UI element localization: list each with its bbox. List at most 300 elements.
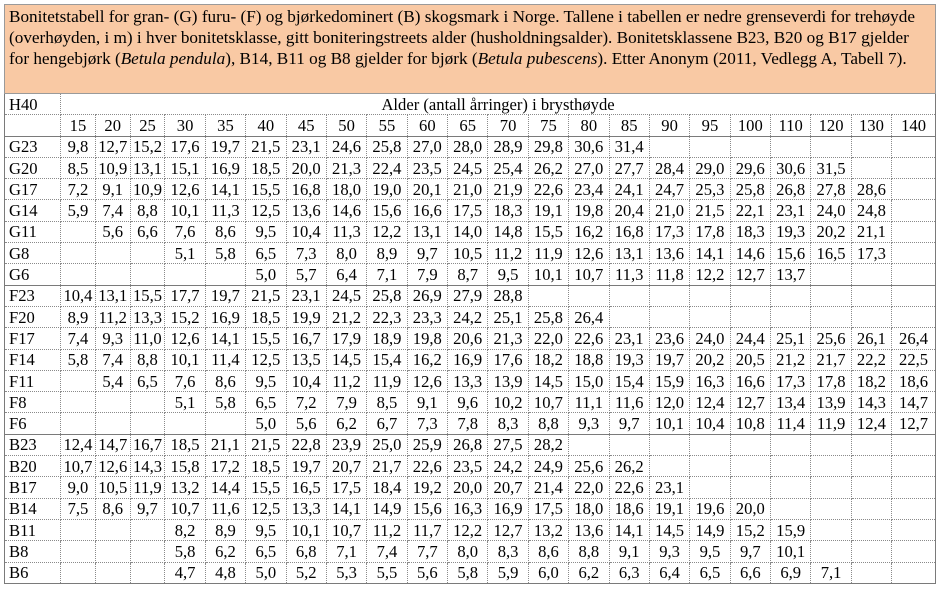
height-value [130,562,165,583]
height-value: 10,5 [448,243,488,264]
height-value: 25,8 [367,285,407,306]
height-value: 5,3 [326,562,366,583]
height-value: 12,5 [246,349,286,370]
height-value [130,243,165,264]
height-value [892,179,936,200]
height-value: 15,2 [165,306,205,327]
height-value: 5,7 [286,264,326,285]
height-value: 25,0 [367,434,407,455]
height-value [811,519,851,540]
height-value: 24,5 [448,157,488,178]
height-value: 9,7 [730,541,770,562]
height-value: 23,5 [407,157,447,178]
height-value: 18,2 [528,349,568,370]
height-value: 9,7 [130,498,165,519]
table-row [5,541,936,562]
height-value: 13,1 [130,157,165,178]
age-header: 55 [367,115,407,136]
age-header: 45 [286,115,326,136]
height-value [95,519,130,540]
height-value [730,285,770,306]
height-value: 10,2 [488,392,528,413]
height-value: 23,4 [569,179,609,200]
height-value: 19,7 [649,349,689,370]
height-value: 15,5 [246,179,286,200]
height-value: 9,7 [609,413,649,434]
height-value: 25,6 [811,328,851,349]
height-value: 13,6 [286,200,326,221]
height-value [851,519,891,540]
height-value: 15,6 [367,200,407,221]
table-caption [4,4,936,94]
height-value: 6,8 [286,541,326,562]
height-value [892,306,936,327]
height-value: 26,9 [407,285,447,306]
height-value: 27,5 [488,434,528,455]
height-value [892,136,936,157]
height-value: 14,9 [690,519,730,540]
age-header: 70 [488,115,528,136]
height-value: 5,8 [61,349,96,370]
height-value: 18,3 [730,221,770,242]
height-value: 23,1 [649,477,689,498]
site-class-label: B17 [5,477,61,498]
height-value: 27,0 [407,136,447,157]
height-value: 19,1 [528,200,568,221]
height-value [730,434,770,455]
height-value [892,434,936,455]
height-value: 14,7 [95,434,130,455]
height-value: 7,1 [367,264,407,285]
height-value: 6,0 [528,562,568,583]
height-value: 8,3 [488,541,528,562]
site-class-label: G8 [5,243,61,264]
height-value: 26,8 [448,434,488,455]
height-value: 10,1 [286,519,326,540]
height-value: 5,0 [246,264,286,285]
height-value: 9,0 [61,477,96,498]
header-row-span [5,94,936,115]
height-value [649,456,689,477]
height-value: 25,4 [488,157,528,178]
height-value: 16,9 [488,498,528,519]
table-row [5,328,936,349]
height-value: 27,7 [609,157,649,178]
height-value: 21,5 [246,434,286,455]
height-value: 14,6 [326,200,366,221]
height-value: 10,1 [771,541,811,562]
height-value: 19,7 [205,136,245,157]
height-value: 23,1 [609,328,649,349]
height-value: 15,5 [528,221,568,242]
height-value [528,285,568,306]
height-value: 27,8 [811,179,851,200]
height-value: 15,4 [367,349,407,370]
height-value [690,136,730,157]
height-value: 26,2 [609,456,649,477]
height-value: 17,3 [771,370,811,391]
height-value: 12,7 [730,264,770,285]
height-value: 31,4 [609,136,649,157]
age-header: 100 [730,115,770,136]
height-value: 10,4 [286,370,326,391]
height-value: 7,6 [165,221,205,242]
height-value: 11,2 [326,370,366,391]
height-value: 26,1 [851,328,891,349]
document [4,4,936,584]
height-value: 28,6 [851,179,891,200]
height-value: 11,6 [205,498,245,519]
height-value: 15,0 [569,370,609,391]
height-value: 25,9 [407,434,447,455]
height-value: 6,5 [130,370,165,391]
height-value: 10,1 [528,264,568,285]
height-value: 7,1 [326,541,366,562]
site-class-label: F11 [5,370,61,391]
height-value: 24,8 [851,200,891,221]
height-value: 20,0 [448,477,488,498]
height-value: 15,6 [771,243,811,264]
height-value: 21,3 [488,328,528,349]
corner-label: H40 [5,94,61,115]
height-value [569,434,609,455]
age-header: 20 [95,115,130,136]
height-value: 19,8 [407,328,447,349]
height-value: 16,5 [811,243,851,264]
height-value: 22,8 [286,434,326,455]
species-name: Betula pubescens [477,49,598,68]
height-value: 13,9 [811,392,851,413]
height-value [61,221,96,242]
height-value: 12,7 [730,392,770,413]
height-value: 7,4 [61,328,96,349]
height-value [690,456,730,477]
height-value: 20,2 [811,221,851,242]
height-value: 11,4 [771,413,811,434]
height-value [205,413,245,434]
height-value: 23,3 [407,306,447,327]
height-value [811,136,851,157]
height-value: 8,6 [95,498,130,519]
height-value: 8,9 [61,306,96,327]
table-row [5,413,936,434]
height-value: 8,9 [205,519,245,540]
height-value [771,498,811,519]
age-header: 110 [771,115,811,136]
height-value [811,456,851,477]
height-value [851,285,891,306]
height-value: 7,4 [95,200,130,221]
height-value [690,434,730,455]
height-value: 16,6 [407,200,447,221]
height-value: 9,5 [488,264,528,285]
height-value: 29,0 [690,157,730,178]
height-value: 5,5 [367,562,407,583]
site-class-label: G17 [5,179,61,200]
height-value: 17,8 [811,370,851,391]
height-value: 24,4 [730,328,770,349]
height-value [569,285,609,306]
height-value [205,264,245,285]
height-value: 24,6 [326,136,366,157]
height-value [130,413,165,434]
height-value: 16,6 [730,370,770,391]
height-value [609,306,649,327]
height-value: 10,7 [569,264,609,285]
table-row [5,434,936,455]
height-value: 23,5 [448,456,488,477]
table-row [5,498,936,519]
height-value [771,136,811,157]
height-value: 6,3 [609,562,649,583]
height-value: 20,0 [730,498,770,519]
height-value: 15,2 [730,519,770,540]
height-value [811,306,851,327]
table-row [5,477,936,498]
height-value: 8,6 [205,221,245,242]
site-class-label: B23 [5,434,61,455]
height-value: 10,9 [130,179,165,200]
height-value: 20,4 [609,200,649,221]
site-class-label: G20 [5,157,61,178]
height-value: 7,8 [448,413,488,434]
height-value: 22,5 [892,349,936,370]
height-value: 22,6 [569,328,609,349]
height-value: 5,2 [286,562,326,583]
height-value: 14,6 [730,243,770,264]
age-header: 130 [851,115,891,136]
height-value: 5,9 [61,200,96,221]
height-value [851,264,891,285]
height-value: 24,5 [326,285,366,306]
height-value: 14,3 [130,456,165,477]
height-value: 14,1 [609,519,649,540]
height-value: 8,6 [205,370,245,391]
table-row [5,264,936,285]
height-value: 30,6 [569,136,609,157]
height-value: 12,4 [61,434,96,455]
height-value [95,264,130,285]
height-value [811,264,851,285]
height-value [811,541,851,562]
height-value: 8,6 [528,541,568,562]
height-value: 8,8 [130,349,165,370]
height-value: 18,6 [892,370,936,391]
age-header: 30 [165,115,205,136]
height-value: 5,0 [246,413,286,434]
height-value: 19,7 [286,456,326,477]
height-value [892,477,936,498]
caption-text: Bonitetstabell for gran- (G) furu- (F) og bjørkedominert (B) skogsmark i Norge. Tallene i tabellen er nedre grenseverdi for trehøyde (overhøyden, i m) i hver bonitetsklasse, gitt boniteringstreets alder (husholdningsalder). Bonitetsklassene B23, B20 og B17 gjelder for hengebjørk ( [9,7,915,68]
height-value: 13,9 [488,370,528,391]
height-value: 8,8 [569,541,609,562]
height-value: 6,4 [326,264,366,285]
height-value: 15,1 [165,157,205,178]
height-value: 21,7 [811,349,851,370]
height-value: 11,9 [528,243,568,264]
height-value: 18,0 [326,179,366,200]
height-value: 13,7 [771,264,811,285]
height-value: 13,4 [771,392,811,413]
height-value: 5,8 [165,541,205,562]
height-value: 10,7 [528,392,568,413]
table-row [5,179,936,200]
table-row [5,136,936,157]
height-value: 21,4 [528,477,568,498]
height-value: 19,3 [609,349,649,370]
height-value: 20,5 [730,349,770,370]
height-value: 21,5 [690,200,730,221]
height-value: 19,7 [205,285,245,306]
height-value: 9,5 [246,519,286,540]
height-value [61,519,96,540]
height-value [892,285,936,306]
height-value: 7,9 [407,264,447,285]
height-value: 5,6 [286,413,326,434]
height-value: 6,5 [690,562,730,583]
height-value: 13,2 [165,477,205,498]
height-value: 10,4 [61,285,96,306]
height-value: 18,0 [569,498,609,519]
height-value: 15,4 [609,370,649,391]
height-value [730,136,770,157]
height-value: 25,1 [488,306,528,327]
height-value: 26,4 [569,306,609,327]
age-header: 15 [61,115,96,136]
height-value: 10,7 [165,498,205,519]
height-value: 14,0 [448,221,488,242]
height-value: 17,5 [448,200,488,221]
height-value: 11,9 [367,370,407,391]
height-value [609,434,649,455]
height-value: 10,7 [61,456,96,477]
height-value [61,243,96,264]
height-value: 18,6 [609,498,649,519]
height-value [649,136,689,157]
height-value: 7,3 [407,413,447,434]
table-row [5,306,936,327]
height-value [130,519,165,540]
site-class-label: B20 [5,456,61,477]
height-value: 11,3 [205,200,245,221]
height-value: 21,1 [205,434,245,455]
height-value: 5,0 [246,562,286,583]
caption-text: ), B14, B11 og B8 gjelder for bjørk ( [225,49,478,68]
height-value [811,477,851,498]
height-value: 14,5 [326,349,366,370]
height-value [892,519,936,540]
height-value: 11,7 [407,519,447,540]
table-row [5,221,936,242]
site-class-label: F17 [5,328,61,349]
height-value [130,392,165,413]
height-value: 6,9 [771,562,811,583]
height-value: 16,3 [690,370,730,391]
height-value: 16,3 [448,498,488,519]
height-value: 13,1 [609,243,649,264]
height-value [892,541,936,562]
height-value: 10,9 [95,157,130,178]
height-value [851,456,891,477]
height-value: 19,9 [286,306,326,327]
height-value: 13,3 [286,498,326,519]
height-value [95,562,130,583]
site-class-label: B11 [5,519,61,540]
height-value: 12,2 [367,221,407,242]
height-value [811,285,851,306]
height-value: 23,1 [286,285,326,306]
height-value: 22,2 [851,349,891,370]
height-value: 21,2 [326,306,366,327]
height-value: 13,1 [95,285,130,306]
height-value: 23,9 [326,434,366,455]
age-header: 80 [569,115,609,136]
height-value: 18,4 [367,477,407,498]
height-value [771,306,811,327]
table-row [5,200,936,221]
age-header: 120 [811,115,851,136]
height-value [95,413,130,434]
height-value [690,285,730,306]
site-class-label: G23 [5,136,61,157]
height-value: 16,9 [205,157,245,178]
height-value: 14,1 [326,498,366,519]
height-value: 13,6 [649,243,689,264]
height-value [95,541,130,562]
height-value: 21,5 [246,136,286,157]
height-value [892,157,936,178]
table-row [5,157,936,178]
height-value: 11,4 [205,349,245,370]
height-value: 9,8 [61,136,96,157]
height-value: 15,5 [130,285,165,306]
site-class-label: G11 [5,221,61,242]
height-value [851,498,891,519]
height-value: 18,3 [488,200,528,221]
age-header: 25 [130,115,165,136]
age-span-label: Alder (antall årringer) i brysthøyde [61,94,936,115]
height-value: 7,9 [326,392,366,413]
height-value: 17,3 [649,221,689,242]
height-value: 16,5 [286,477,326,498]
caption-text: ). Etter Anonym (2011, Vedlegg A, Tabell 7). [597,49,907,68]
height-value [649,285,689,306]
height-value: 5,6 [95,221,130,242]
height-value [892,200,936,221]
height-value: 7,1 [811,562,851,583]
height-value: 9,1 [95,179,130,200]
site-class-label: B8 [5,541,61,562]
height-value: 12,7 [892,413,936,434]
height-value [811,434,851,455]
height-value: 22,1 [730,200,770,221]
height-value [730,306,770,327]
height-value: 20,0 [286,157,326,178]
height-value: 28,2 [528,434,568,455]
table-row [5,392,936,413]
height-value: 21,0 [649,200,689,221]
height-value: 11,9 [811,413,851,434]
height-value: 31,5 [811,157,851,178]
height-value: 13,3 [130,306,165,327]
height-value [690,477,730,498]
height-value [130,264,165,285]
height-value: 26,4 [892,328,936,349]
height-value: 12,7 [95,136,130,157]
height-value: 14,1 [205,328,245,349]
height-value: 5,8 [205,392,245,413]
height-value: 13,5 [286,349,326,370]
